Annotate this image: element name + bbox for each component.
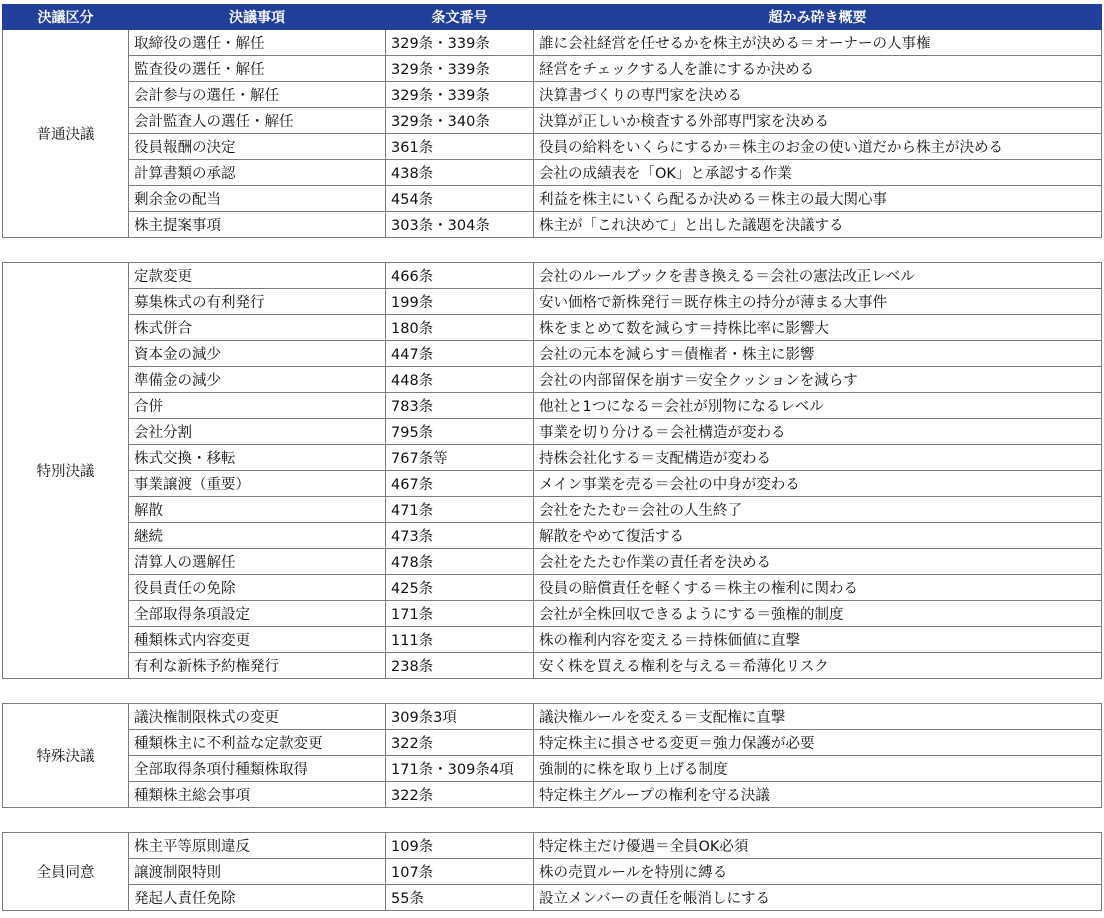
item-cell[interactable]: 種類株式内容変更 xyxy=(129,627,386,653)
table-row xyxy=(3,82,1102,108)
item-cell[interactable]: 準備金の減少 xyxy=(129,367,386,393)
article-cell[interactable]: 425条 xyxy=(386,575,534,601)
table-row xyxy=(3,30,1102,56)
table-row xyxy=(3,289,1102,315)
table-row xyxy=(3,782,1102,808)
summary-cell[interactable]: 経営をチェックする人を誰にするか決める xyxy=(534,56,1102,82)
summary-cell[interactable]: 役員の給料をいくらにするか＝株主のお金の使い道だから株主が決める xyxy=(534,134,1102,160)
article-cell[interactable]: 171条 xyxy=(386,601,534,627)
table-row xyxy=(3,315,1102,341)
summary-cell[interactable]: 会社の内部留保を崩す＝安全クッションを減らす xyxy=(534,367,1102,393)
article-cell[interactable]: 447条 xyxy=(386,341,534,367)
table-row xyxy=(3,160,1102,186)
table-row xyxy=(3,108,1102,134)
item-cell[interactable]: 株主平等原則違反 xyxy=(129,833,386,859)
summary-cell[interactable]: 会社が全株回収できるようにする＝強権的制度 xyxy=(534,601,1102,627)
item-cell[interactable]: 募集株式の有利発行 xyxy=(129,289,386,315)
table-row xyxy=(3,885,1102,911)
item-cell[interactable]: 剰余金の配当 xyxy=(129,186,386,212)
item-cell[interactable]: 監査役の選任・解任 xyxy=(129,56,386,82)
header-row xyxy=(3,5,1102,30)
article-cell[interactable]: 329条・339条 xyxy=(386,56,534,82)
summary-cell[interactable]: 安く株を買える権利を与える＝希薄化リスク xyxy=(534,653,1102,679)
item-cell[interactable]: 役員責任の免除 xyxy=(129,575,386,601)
table-row xyxy=(3,186,1102,212)
item-cell[interactable]: 議決権制限株式の変更 xyxy=(129,704,386,730)
summary-cell[interactable]: 会社をたたむ作業の責任者を決める xyxy=(534,549,1102,575)
article-cell[interactable]: 329条・340条 xyxy=(386,108,534,134)
item-cell[interactable]: 資本金の減少 xyxy=(129,341,386,367)
summary-cell[interactable]: 役員の賠償責任を軽くする＝株主の権利に関わる xyxy=(534,575,1102,601)
item-cell[interactable]: 譲渡制限特則 xyxy=(129,859,386,885)
table-header xyxy=(3,5,1102,30)
summary-cell[interactable]: 会社の成績表を「OK」と承認する作業 xyxy=(534,160,1102,186)
category-cell[interactable]: 特殊決議 xyxy=(3,704,129,808)
article-cell[interactable]: 454条 xyxy=(386,186,534,212)
table-row xyxy=(3,653,1102,679)
item-cell[interactable]: 株主提案事項 xyxy=(129,212,386,238)
summary-cell[interactable]: 株主が「これ決めて」と出した議題を決議する xyxy=(534,212,1102,238)
summary-cell[interactable]: 特定株主グループの権利を守る決議 xyxy=(534,782,1102,808)
article-cell[interactable]: 55条 xyxy=(386,885,534,911)
table-row xyxy=(3,212,1102,238)
summary-cell[interactable]: 他社と1つになる＝会社が別物になるレベル xyxy=(534,393,1102,419)
spacer-cell xyxy=(3,808,1102,833)
group-spacer xyxy=(3,238,1102,263)
summary-cell[interactable]: 持株会社化する＝支配構造が変わる xyxy=(534,445,1102,471)
table-row xyxy=(3,367,1102,393)
item-cell[interactable]: 清算人の選解任 xyxy=(129,549,386,575)
item-cell[interactable]: 会計監査人の選任・解任 xyxy=(129,108,386,134)
table-row xyxy=(3,859,1102,885)
article-cell[interactable]: 107条 xyxy=(386,859,534,885)
category-cell[interactable]: 普通決議 xyxy=(3,30,129,238)
summary-cell[interactable]: 解散をやめて復活する xyxy=(534,523,1102,549)
table-row xyxy=(3,575,1102,601)
summary-cell[interactable]: 利益を株主にいくら配るか決める＝株主の最大関心事 xyxy=(534,186,1102,212)
table-row xyxy=(3,341,1102,367)
article-cell[interactable]: 467条 xyxy=(386,471,534,497)
table-row xyxy=(3,627,1102,653)
summary-cell[interactable]: 決算書づくりの専門家を決める xyxy=(534,82,1102,108)
item-cell[interactable]: 発起人責任免除 xyxy=(129,885,386,911)
summary-cell[interactable]: 設立メンバーの責任を帳消しにする xyxy=(534,885,1102,911)
item-cell[interactable]: 種類株主に不利益な定款変更 xyxy=(129,730,386,756)
article-cell[interactable]: 783条 xyxy=(386,393,534,419)
summary-cell[interactable]: 強制的に株を取り上げる制度 xyxy=(534,756,1102,782)
article-cell[interactable]: 322条 xyxy=(386,782,534,808)
summary-cell[interactable]: 議決権ルールを変える＝支配権に直撃 xyxy=(534,704,1102,730)
article-cell[interactable]: 438条 xyxy=(386,160,534,186)
summary-cell[interactable]: 会社の元本を減らす＝債権者・株主に影響 xyxy=(534,341,1102,367)
summary-cell[interactable]: 株をまとめて数を減らす＝持株比率に影響大 xyxy=(534,315,1102,341)
table-row xyxy=(3,549,1102,575)
group-spacer xyxy=(3,808,1102,833)
summary-cell[interactable]: 株の権利内容を変える＝持株価値に直撃 xyxy=(534,627,1102,653)
summary-cell[interactable]: 株の売買ルールを特別に縛る xyxy=(534,859,1102,885)
article-cell[interactable]: 329条・339条 xyxy=(386,30,534,56)
article-cell[interactable]: 478条 xyxy=(386,549,534,575)
table-row xyxy=(3,56,1102,82)
spacer-cell xyxy=(3,679,1102,704)
item-cell[interactable]: 有利な新株予約権発行 xyxy=(129,653,386,679)
table-row xyxy=(3,833,1102,859)
summary-cell[interactable]: 会社のルールブックを書き換える＝会社の憲法改正レベル xyxy=(534,263,1102,289)
table-row xyxy=(3,134,1102,160)
category-cell[interactable]: 特別決議 xyxy=(3,263,129,679)
item-cell[interactable]: 種類株主総会事項 xyxy=(129,782,386,808)
item-cell[interactable]: 継続 xyxy=(129,523,386,549)
summary-cell[interactable]: 事業を切り分ける＝会社構造が変わる xyxy=(534,419,1102,445)
article-cell[interactable]: 329条・339条 xyxy=(386,82,534,108)
table-row xyxy=(3,419,1102,445)
category-cell[interactable]: 全員同意 xyxy=(3,833,129,911)
table-row xyxy=(3,601,1102,627)
table-body xyxy=(3,30,1102,911)
item-cell[interactable]: 株式交換・移転 xyxy=(129,445,386,471)
article-cell[interactable]: 466条 xyxy=(386,263,534,289)
article-cell[interactable]: 471条 xyxy=(386,497,534,523)
article-cell[interactable]: 309条3項 xyxy=(386,704,534,730)
article-cell[interactable]: 171条・309条4項 xyxy=(386,756,534,782)
spacer-cell xyxy=(3,238,1102,263)
header-item: 決議事項 xyxy=(129,5,386,30)
item-cell[interactable]: 事業譲渡（重要） xyxy=(129,471,386,497)
article-cell[interactable]: 767条等 xyxy=(386,445,534,471)
summary-cell[interactable]: 決算が正しいか検査する外部専門家を決める xyxy=(534,108,1102,134)
item-cell[interactable]: 全部取得条項設定 xyxy=(129,601,386,627)
item-cell[interactable]: 合併 xyxy=(129,393,386,419)
item-cell[interactable]: 計算書類の承認 xyxy=(129,160,386,186)
article-cell[interactable]: 473条 xyxy=(386,523,534,549)
item-cell[interactable]: 取締役の選任・解任 xyxy=(129,30,386,56)
table-row xyxy=(3,263,1102,289)
group-spacer xyxy=(3,679,1102,704)
header-summary: 超かみ砕き概要 xyxy=(534,5,1102,30)
table-row xyxy=(3,756,1102,782)
article-cell[interactable]: 795条 xyxy=(386,419,534,445)
item-cell[interactable]: 解散 xyxy=(129,497,386,523)
item-cell[interactable]: 会計参与の選任・解任 xyxy=(129,82,386,108)
summary-cell[interactable]: メイン事業を売る＝会社の中身が変わる xyxy=(534,471,1102,497)
article-cell[interactable]: 303条・304条 xyxy=(386,212,534,238)
summary-cell[interactable]: 特定株主に損させる変更＝強力保護が必要 xyxy=(534,730,1102,756)
header-category: 決議区分 xyxy=(3,5,129,30)
item-cell[interactable]: 定款変更 xyxy=(129,263,386,289)
summary-cell[interactable]: 誰に会社経営を任せるかを株主が決める＝オーナーの人事権 xyxy=(534,30,1102,56)
article-cell[interactable]: 322条 xyxy=(386,730,534,756)
article-cell[interactable]: 199条 xyxy=(386,289,534,315)
table-row xyxy=(3,393,1102,419)
header-article: 条文番号 xyxy=(386,5,534,30)
table-row xyxy=(3,445,1102,471)
article-cell[interactable]: 109条 xyxy=(386,833,534,859)
table-row xyxy=(3,704,1102,730)
article-cell[interactable]: 448条 xyxy=(386,367,534,393)
table-row xyxy=(3,471,1102,497)
item-cell[interactable]: 会社分割 xyxy=(129,419,386,445)
item-cell[interactable]: 株式併合 xyxy=(129,315,386,341)
summary-cell[interactable]: 特定株主だけ優遇＝全員OK必須 xyxy=(534,833,1102,859)
article-cell[interactable]: 111条 xyxy=(386,627,534,653)
resolution-table xyxy=(2,4,1102,911)
article-cell[interactable]: 180条 xyxy=(386,315,534,341)
summary-cell[interactable]: 安い価格で新株発行＝既存株主の持分が薄まる大事件 xyxy=(534,289,1102,315)
table-row xyxy=(3,523,1102,549)
item-cell[interactable]: 全部取得条項付種類株取得 xyxy=(129,756,386,782)
article-cell[interactable]: 238条 xyxy=(386,653,534,679)
table-row xyxy=(3,730,1102,756)
summary-cell[interactable]: 会社をたたむ＝会社の人生終了 xyxy=(534,497,1102,523)
article-cell[interactable]: 361条 xyxy=(386,134,534,160)
item-cell[interactable]: 役員報酬の決定 xyxy=(129,134,386,160)
table-row xyxy=(3,497,1102,523)
